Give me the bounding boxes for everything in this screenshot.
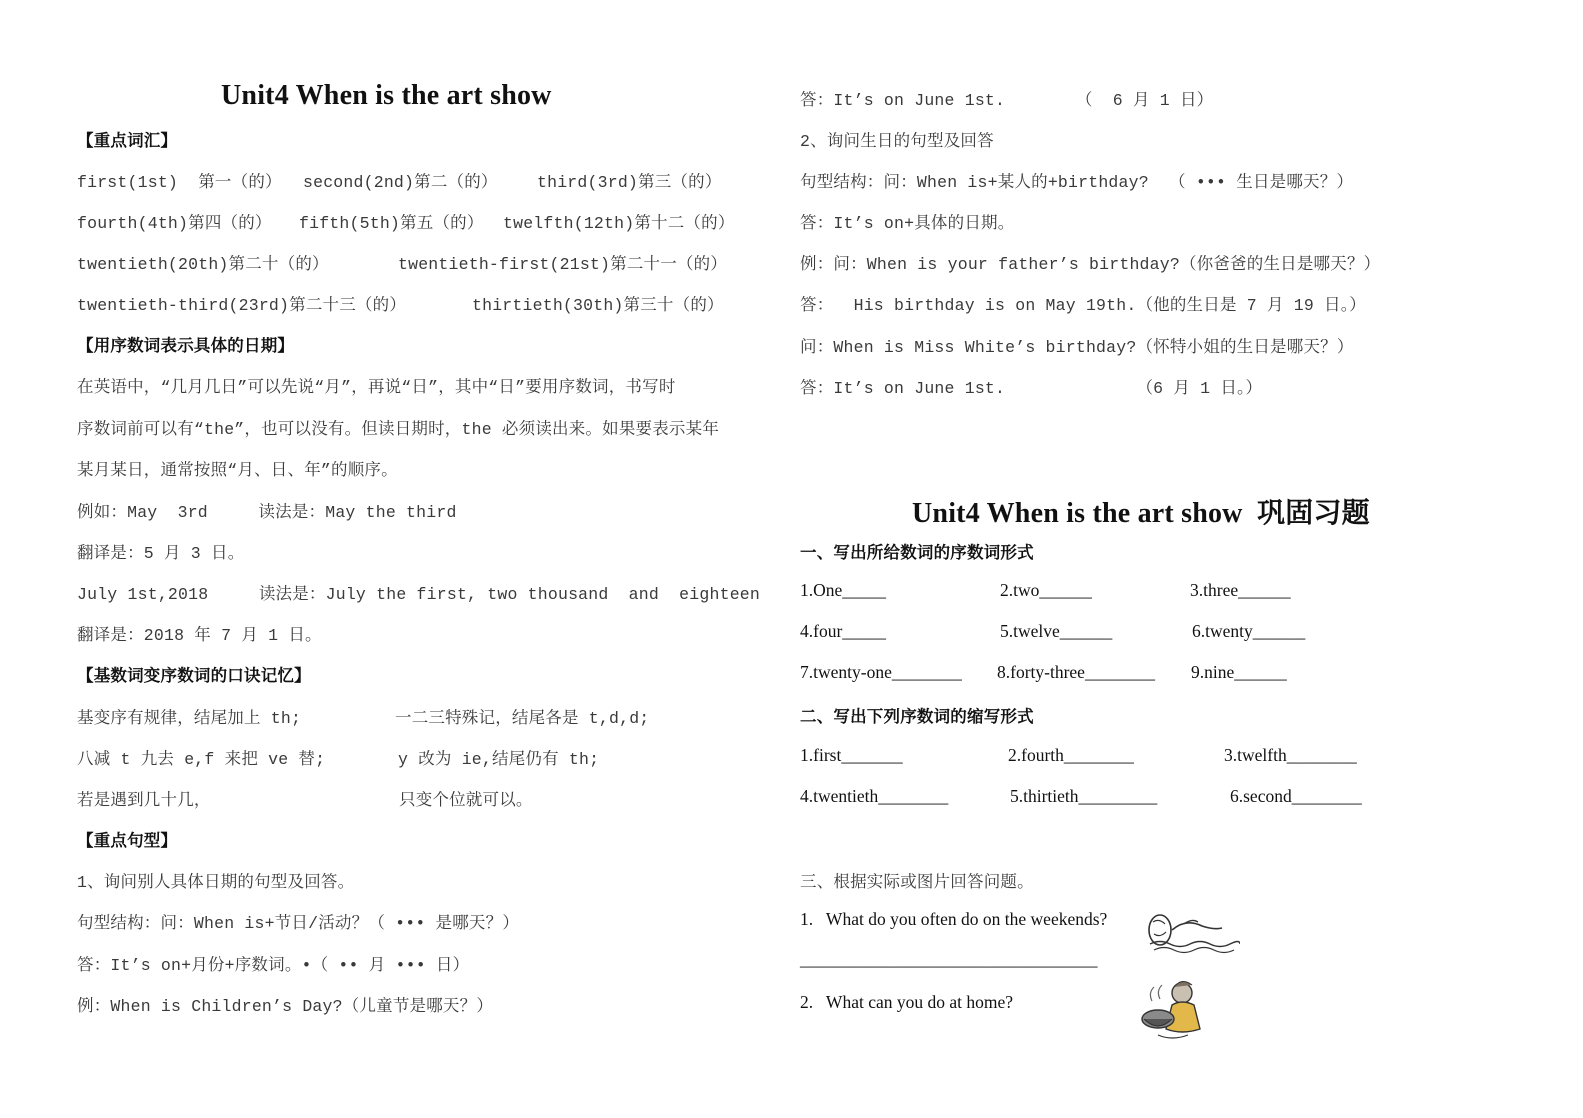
sentence-line: 答：It’s on+具体的日期。: [800, 214, 1015, 233]
exercise-item: 5.thirtieth_________: [1010, 786, 1158, 806]
exercise-item: 3.three______: [1190, 580, 1291, 600]
exercise-item: 6.second________: [1230, 786, 1362, 806]
date-paragraph-line: 在英语中，“几月几日”可以先说“月”，再说“日”，其中“日”要用序数词，书写时: [77, 378, 676, 397]
sentence-heading: 【重点句型】: [77, 831, 178, 850]
exercise2-heading: 二、写出下列序数词的缩写形式: [800, 707, 1034, 726]
exercise-item: 5.twelve______: [1000, 621, 1113, 641]
exercise-item: 4.twentieth________: [800, 786, 949, 806]
vocab-item: second(2nd)第二（的）: [303, 173, 498, 192]
example-line: July 1st,2018 读法是：July the first, two thousand and eighteen: [77, 585, 760, 604]
vocab-heading: 【重点词汇】: [77, 131, 178, 150]
sentence-line: 句型结构：问：When is+节日/活动？（ ••• 是哪天？）: [77, 914, 520, 933]
exercise-item: 6.twenty______: [1192, 621, 1306, 641]
sentence-line: 句型结构：问：When is+某人的+birthday? （ ••• 生日是哪天？）: [800, 173, 1354, 192]
exercise-question: 1. What do you often do on the weekends?: [800, 909, 1108, 929]
sentence-line: 1、询问别人具体日期的句型及回答。: [77, 873, 355, 892]
exercise-question: 2. What can you do at home?: [800, 992, 1014, 1012]
sentence-line: 例：问：When is your father’s birthday?（你爸爸的生日是哪天？）: [800, 255, 1381, 274]
answer-line: 答：It’s on June 1st. （ 6 月 1 日）: [800, 91, 1214, 110]
vocab-item: first(1st) 第一（的）: [77, 173, 282, 192]
exercise-item: 3.twelfth________: [1224, 745, 1357, 765]
exercise3-heading: 三、根据实际或图片回答问题。: [800, 873, 1034, 892]
rhyme-line: 若是遇到几十几，: [77, 791, 211, 810]
vocab-item: fifth(5th)第五（的）: [299, 214, 484, 233]
date-heading: 【用序数词表示具体的日期】: [77, 336, 295, 355]
rhyme-line: 八减 t 九去 e,f 来把 ve 替;: [77, 750, 326, 769]
example-translation: 翻译是：5 月 3 日。: [77, 544, 245, 563]
sentence-line: 2、询问生日的句型及回答: [800, 132, 994, 151]
exercise1-heading: 一、写出所给数词的序数词形式: [800, 543, 1034, 562]
sentence-line: 问：When is Miss White’s birthday?（怀特小姐的生日是哪天？）: [800, 338, 1354, 357]
exercise-item: 4.four_____: [800, 621, 887, 641]
example-line: 例如：May 3rd 读法是：May the third: [77, 503, 457, 522]
vocab-item: third(3rd)第三（的）: [537, 173, 722, 192]
vocab-item: twentieth-third(23rd)第二十三（的）: [77, 296, 407, 315]
exercise-item: 1.One_____: [800, 580, 887, 600]
rhyme-heading: 【基数词变序数词的口诀记忆】: [77, 666, 311, 685]
sentence-line: 答：It’s on June 1st. （6 月 1 日。）: [800, 379, 1263, 398]
exercise-item: 9.nine______: [1191, 662, 1287, 682]
date-paragraph-line: 某月某日，通常按照“月、日、年”的顺序。: [77, 461, 398, 480]
answer-blank[interactable]: __________________________________: [800, 949, 1098, 969]
vocab-item: thirtieth(30th)第三十（的）: [472, 296, 724, 315]
rhyme-line: y 改为 ie,结尾仍有 th;: [398, 750, 600, 769]
rhyme-line: 一二三特殊记，结尾各是 t,d,d;: [395, 709, 650, 728]
date-paragraph-line: 序数词前可以有“the”，也可以没有。但读日期时，the 必须读出来。如果要表示某年: [77, 420, 720, 439]
vocab-item: twelfth(12th)第十二（的）: [503, 214, 735, 233]
vocab-item: twentieth-first(21st)第二十一（的）: [398, 255, 728, 274]
vocab-item: fourth(4th)第四（的）: [77, 214, 272, 233]
vocab-item: twentieth(20th)第二十（的）: [77, 255, 329, 274]
exercise-title: Unit4 When is the art show 巩固习题: [912, 498, 1370, 529]
sentence-line: 答：It’s on+月份+序数词。•（ •• 月 ••• 日）: [77, 956, 470, 975]
exercise-item: 7.twenty-one________: [800, 662, 962, 682]
exercise-item: 2.two______: [1000, 580, 1092, 600]
exercise-item: 8.forty-three________: [997, 662, 1155, 682]
rhyme-line: 只变个位就可以。: [399, 791, 533, 810]
sentence-line: 答： His birthday is on May 19th.（他的生日是 7 月 19 日。）: [800, 296, 1366, 315]
exercise-item: 2.fourth________: [1008, 745, 1134, 765]
cooking-icon: [1138, 975, 1210, 1045]
rhyme-line: 基变序有规律，结尾加上 th;: [77, 709, 302, 728]
page-title: Unit4 When is the art show: [221, 80, 552, 111]
swimming-icon: [1144, 908, 1240, 958]
example-translation: 翻译是：2018 年 7 月 1 日。: [77, 626, 322, 645]
sentence-line: 例：When is Children’s Day?（儿童节是哪天？）: [77, 997, 494, 1016]
exercise-item: 1.first_______: [800, 745, 903, 765]
